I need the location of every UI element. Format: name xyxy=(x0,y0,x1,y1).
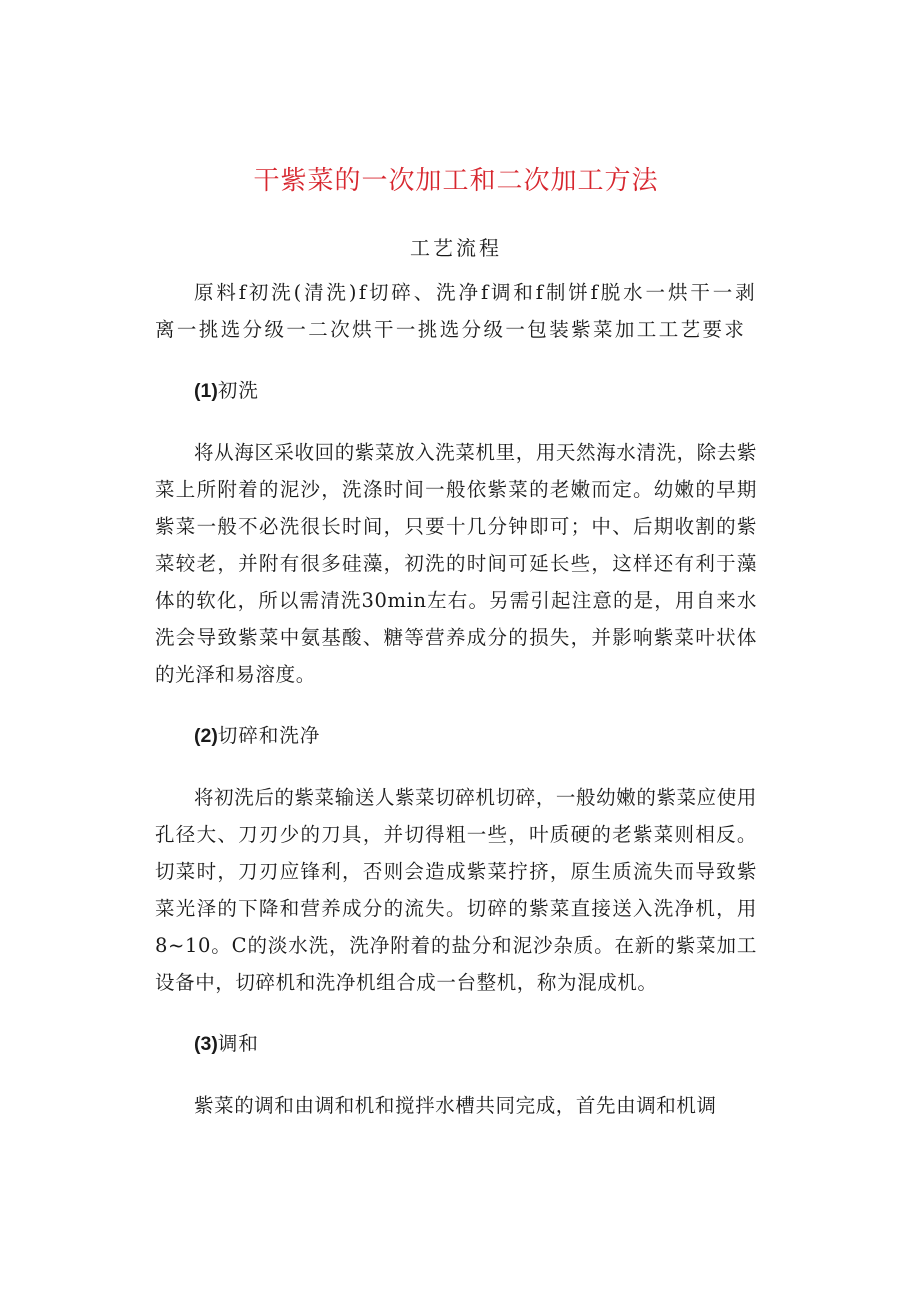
section-heading-cut-and-clean xyxy=(155,717,757,755)
document-title: 干紫菜的一次加工和二次加工方法 xyxy=(253,166,659,196)
section-paragraph-cut-and-clean: 将初洗后的紫菜输送人紫菜切碎机切碎，一般幼嫩的紫菜应使用孔径大、刀刃少的刀具，并切得粗一些，叶质硬的老紫菜则相反。切菜时，刀刃应锋利，否则会造成紫菜拧挤，原生质流失而导致紫菜光泽的下降和营养成分的流失。切碎的紫菜直接送入洗净机，用8~10。C的淡水洗，洗净附着的盐分和泥沙杂质。在新的紫菜加工设备中，切碎机和洗净机组合成一台整机，称为混成机。 xyxy=(155,786,757,994)
section-number: (2) xyxy=(194,725,218,747)
section-paragraph-blending: 紫菜的调和由调和机和搅拌水槽共同完成，首先由调和机调 xyxy=(194,1094,717,1117)
section-heading-text: 调和 xyxy=(217,1032,259,1055)
section-heading-blending xyxy=(155,1025,757,1063)
document-body xyxy=(155,274,757,1148)
section-number: (1) xyxy=(194,380,218,402)
section-number: (3) xyxy=(194,1033,218,1055)
section-heading-text: 初洗 xyxy=(217,379,259,402)
section-paragraph-initial-wash: 将从海区采收回的紫菜放入洗菜机里，用天然海水清洗，除去紫菜上所附着的泥沙，洗涤时间一般依紫菜的老嫩而定。幼嫩的早期紫菜一般不必洗很长时间，只要十几分钟即可；中、后期收割的紫菜较老，并附有很多硅藻，初洗的时间可延长些，这样还有利于藻体的软化，所以需清洗30min左右。另需引起注意的是，用自来水洗会导致紫菜中氨基酸、糖等营养成分的损失，并影响紫菜叶状体的光泽和易溶度。 xyxy=(155,441,757,686)
document-subtitle: 工艺流程 xyxy=(410,236,502,260)
process-flow-paragraph: 原料f初洗(清洗)f切碎、洗净f调和f制饼f脱水一烘干一剥离一挑选分级一二次烘干一挑选分级一包装紫菜加工工艺要求 xyxy=(155,281,757,341)
section-heading-initial-wash xyxy=(155,372,757,410)
section-heading-text: 切碎和洗净 xyxy=(217,724,321,747)
